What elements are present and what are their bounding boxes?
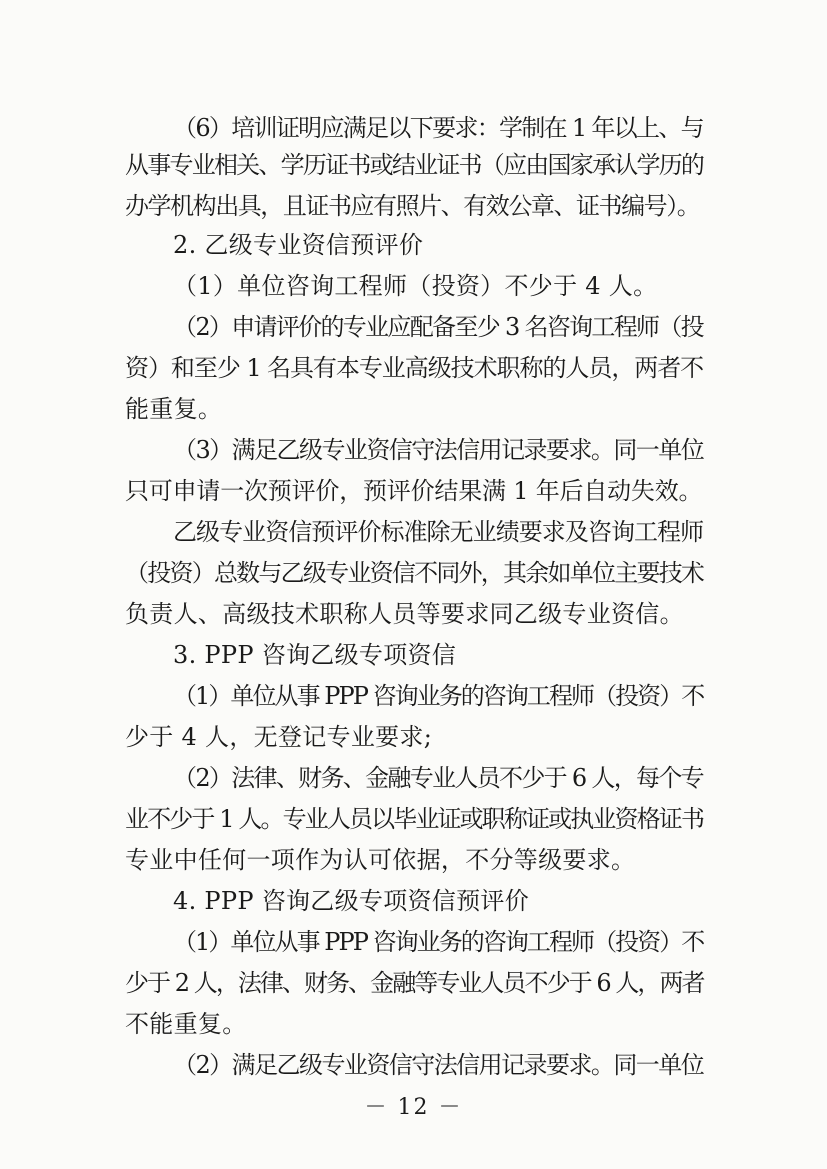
section-heading: 3. PPP 咨询乙级专项资信 (173, 641, 457, 669)
paragraph-line: 资）和至少 1 名具有本专业高级技术职称的人员，两者不 (125, 354, 703, 382)
paragraph-line: （1）单位从事 PPP 咨询业务的咨询工程师（投资）不 (173, 928, 704, 956)
paragraph-line: 业不少于 1 人。专业人员以毕业证或职称证或执业资格证书 (125, 805, 703, 833)
section-heading: 4. PPP 咨询乙级专项资信预评价 (173, 887, 530, 915)
paragraph-line: 专业中任何一项作为认可依据，不分等级要求。 (125, 846, 636, 874)
paragraph-line: 少于 4 人，无登记专业要求; (125, 723, 433, 751)
paragraph-line: （1）单位咨询工程师（投资）不少于 4 人。 (173, 272, 658, 300)
page-number: － 12 － (364, 1095, 463, 1120)
paragraph-line: （2）申请评价的专业应配备至少 3 名咨询工程师（投 (173, 313, 703, 341)
paragraph-line: （2）满足乙级专业资信守法信用记录要求。同一单位 (173, 1051, 703, 1079)
paragraph-line: （投资）总数与乙级专业资信不同外，其余如单位主要技术 (125, 559, 703, 587)
paragraph-line: 从事专业相关、学历证书或结业证书（应由国家承认学历的 (125, 151, 703, 179)
paragraph-line: 能重复。 (125, 395, 223, 423)
paragraph-line: 负责人、高级技术职称人员等要求同乙级专业资信。 (125, 600, 684, 628)
section-heading: 2. 乙级专业资信预评价 (173, 231, 424, 259)
paragraph-line: 乙级专业资信预评价标准除无业绩要求及咨询工程师 (173, 518, 704, 546)
paragraph-line: 办学机构出具，且证书应有照片、有效公章、证书编号）。 (125, 192, 700, 220)
paragraph-line: （3）满足乙级专业资信守法信用记录要求。同一单位 (173, 436, 703, 464)
paragraph-line: （1）单位从事 PPP 咨询业务的咨询工程师（投资）不 (173, 682, 704, 710)
paragraph-line: 不能重复。 (125, 1010, 247, 1038)
paragraph-line: （6）培训证明应满足以下要求：学制在 1 年以上、与 (173, 114, 703, 142)
paragraph-line: （2）法律、财务、金融专业人员不少于 6 人，每个专 (173, 764, 703, 792)
paragraph-line: 只可申请一次预评价，预评价结果满 1 年后自动失效。 (125, 477, 703, 505)
paragraph-line: 少于 2 人，法律、财务、金融等专业人员不少于 6 人，两者 (125, 969, 704, 997)
